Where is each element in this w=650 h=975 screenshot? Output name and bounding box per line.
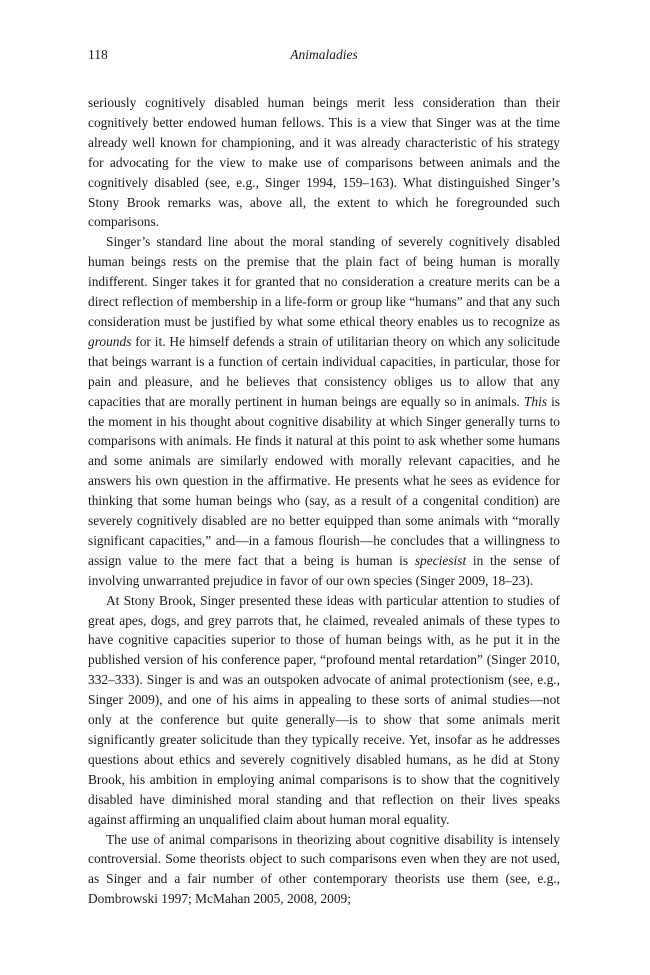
italic-term: This [523,393,548,409]
text-run: The use of animal comparisons in theorizing about cognitive disability is intensely controversial. Some theorists object to such comparisons even when they are not used, as Singer and a fair number of other contemporary theorists use them (see, e.g., Dombrowski 1997; McMahan 2005, 2008, 2009; [88,831,560,907]
paragraph [88,591,560,830]
text-run: for it. He himself defends a strain of utilitarian theory on which any solicitude that beings warrant is a function of certain individual capacities, in particular, those for pain and pleasure, and he believes that consistency obliges us to allow that any capacities that are morally pertinent in human beings are equally so in animals. [88,333,560,409]
running-title: Animaladies [290,47,358,62]
body-text [88,93,560,909]
text-run: is the moment in his thought about cognitive disability at which Singer generally turns to comparisons with animals. He finds it natural at this point to ask whether some humans and some animals are similarly endowed with morally relevant capacities, and he answers his own question in the affirmative. He presents what he sees as evidence for thinking that some human beings who (say, as a result of a congenital condition) are severely cognitively disabled are no better equipped than some animals with “morally significant capacities,” and—in a famous flourish—he concludes that a willingness to assign value to the mere fact that a being is human is [88,393,561,568]
italic-term: speciesist [414,552,467,568]
page-header [88,47,560,67]
italic-term: grounds [88,333,132,349]
text-run: Singer’s standard line about the moral standing of severely cognitively disabled human beings rests on the premise that the plain fact of being human is morally indifferent. Singer takes it for granted that no consideration a creature merits can be a direct reflection of membership in a life-form or group like “humans” and that any such consideration must be justified by what some ethical theory enables us to recognize as [88,234,560,329]
page-number: 118 [88,47,108,62]
text-run: At Stony Brook, Singer presented these ideas with particular attention to studies of great apes, dogs, and grey parrots that, he claimed, revealed animals of these types to have cognitive capacities superior to those of human beings with, as he put it in the published version of his conference paper, “profound mental retardation” (Singer 2010, 332–333). Singer is and was an outspoken advocate of animal protectionism (see, e.g., Singer 2009), and one of his aims in appealing to these sorts of animal studies—not only at the conference but quite generally—is to show that some animals merit significantly greater solicitude than they typically receive. Yet, insofar as he addresses questions about ethics and severely cognitively disabled humans, as he did at Stony Brook, his ambition in employing animal comparisons is to show that the cognitively disabled have diminished moral standing and that reflection on their lives speaks against affirming an unqualified claim about human moral equality. [88,592,560,827]
paragraph [88,93,560,232]
text-run: seriously cognitively disabled human beings merit less consideration than their cognitively better endowed human fellows. This is a view that Singer was at the time already well known for championing, and it was already characteristic of his strategy for advocating for the view to make use of comparisons between animals and the cognitively disabled (see, e.g., Singer 1994, 159–163). What distinguished Singer’s Stony Brook remarks was, above all, the extent to which he foregrounded such comparisons. [88,95,560,230]
paragraph [88,232,560,590]
paragraph [88,830,560,910]
text-run: in the sense of involving unwarranted prejudice in favor of our own species (Singer 2009, 18–23). [88,552,560,588]
